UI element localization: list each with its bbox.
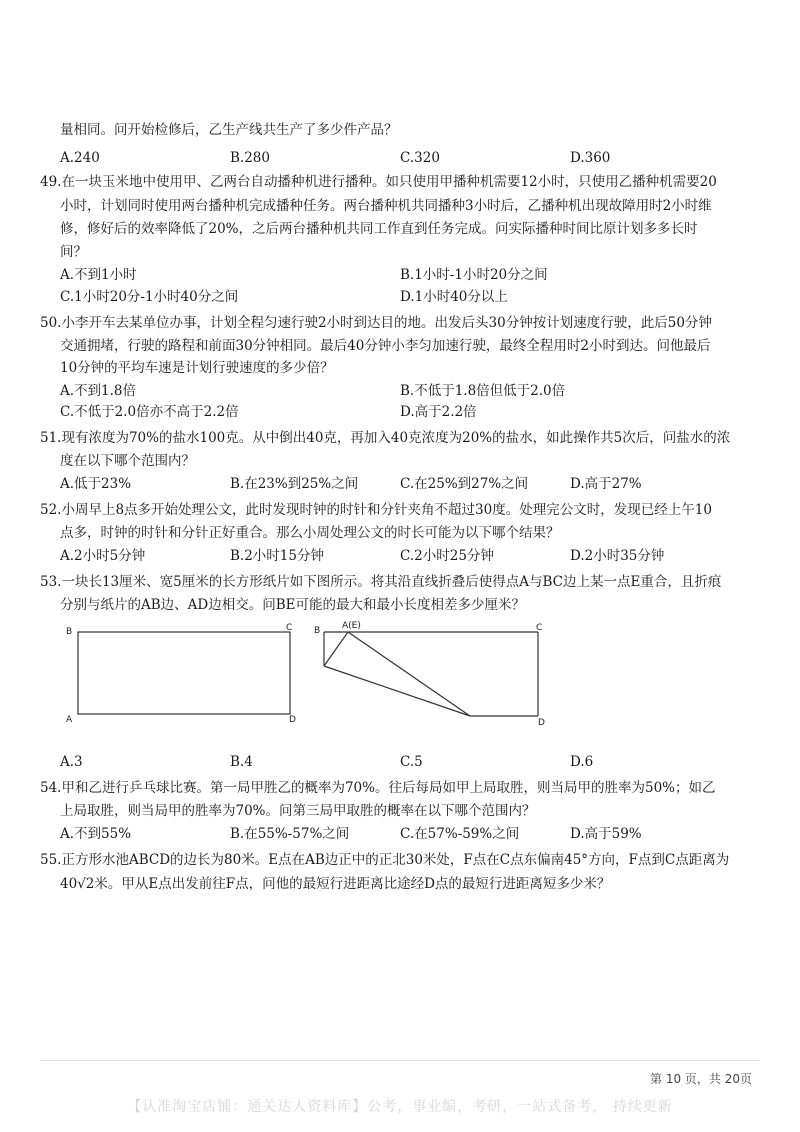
q52-line-2: 点多，时钟的时针和分针正好重合。那么小周处理公文的时长可能为以下哪个结果？ (60, 525, 560, 541)
q49-option-a: A.不到1小时 (60, 267, 137, 283)
q51-line-1: 51.现有浓度为70%的盐水100克。从中倒出40克，再加入40克浓度为20%的盐水，如此操作共5次后，问盐水的浓 (40, 430, 731, 446)
q50-option-c: C.不低于2.0倍亦不高于2.2倍 (60, 404, 239, 420)
q53-option-c: C.5 (400, 754, 423, 770)
q50-option-b: B.不低于1.8倍但低于2.0倍 (400, 383, 566, 399)
q49-line-4: 间？ (60, 244, 87, 260)
q52-line-1: 52.小周早上8点多开始处理公文，此时发现时钟的时针和分针夹角不超过30度。处理完公文时，发现已经上午10 (40, 502, 712, 518)
q53-line-2: 分别与纸片的AB边、AD边相交。问BE可能的最大和最小长度相差多少厘米？ (60, 597, 526, 613)
q48-text: 量相同。问开始检修后，乙生产线共生产了多少件产品？ (60, 122, 398, 138)
q52-option-b: B.2小时15分钟 (230, 548, 324, 564)
flap-edge-1 (324, 632, 348, 666)
q50-option-a: A.不到1.8倍 (60, 383, 137, 399)
q53-option-d: D.6 (570, 754, 594, 770)
q53-line-1: 53.一块长13厘米、宽5厘米的长方形纸片如下图所示。将其沿直线折叠后使得点A与BC边上某一点E重合，且折痕 (40, 574, 722, 590)
q53-figure-folded (310, 618, 560, 730)
q55-line-2-rest: 米。甲从E点出发前往F点，问他的最短行进距离比途经D点的最短行进距离短多少米？ (94, 876, 611, 892)
label-a: A (66, 715, 73, 725)
label-c: C (536, 623, 543, 633)
q55-distance-number: 40 (60, 876, 78, 892)
q49-line-2: 小时，计划同时使用两台播种机完成播种任务。两台播种机共同播种3小时后，乙播种机出现故障用时2小时维 (60, 198, 712, 214)
q53-option-b: B.4 (230, 754, 253, 770)
q48-option-b: B.280 (230, 150, 270, 166)
footer-divider (40, 1060, 760, 1061)
rectangle-outline (78, 632, 290, 714)
label-b: B (314, 626, 321, 636)
q55-angle: 45° (564, 852, 589, 868)
q51-option-c: C.在25%到27%之间 (400, 476, 529, 492)
q51-option-a: A.低于23% (60, 476, 132, 492)
q49-option-b: B.1小时-1小时20分之间 (400, 267, 548, 283)
q55-line-1-end: 方向，F点到C点距离为 (588, 852, 730, 868)
q49-option-d: D.1小时40分以上 (400, 289, 508, 305)
q50-line-1: 50.小李开车去某单位办事，计划全程匀速行驶2小时到达目的地。出发后头30分钟按计划速度行驶，此后50分钟 (40, 315, 712, 331)
q49-line-3: 修，修好后的效率降低了20%，之后两台播种机共同工作直到任务完成。问实际播种时间比原计划多多长时 (60, 221, 698, 237)
q52-option-c: C.2小时25分钟 (400, 548, 494, 564)
crease-line (324, 666, 470, 716)
label-d: D (538, 718, 545, 728)
q54-option-c: C.在57%-59%之间 (400, 826, 520, 842)
q53-option-a: A.3 (60, 754, 83, 770)
q55-sqrt: √2 (77, 876, 95, 892)
q50-option-d: D.高于2.2倍 (400, 404, 477, 420)
q52-option-d: D.2小时35分钟 (570, 548, 665, 564)
q54-line-2: 上局取胜，则当局甲的胜率为70%。问第三局甲取胜的概率在以下哪个范围内？ (60, 803, 536, 819)
q52-option-a: A.2小时5分钟 (60, 548, 146, 564)
flap-edge-2 (348, 632, 470, 716)
label-a-e: A(E) (342, 621, 361, 631)
page-number: 第 10 页，共 20页 (650, 1072, 752, 1086)
q54-option-b: B.在55%-57%之间 (230, 826, 350, 842)
q55-line-1 (40, 850, 729, 870)
q50-line-2: 交通拥堵，行驶的路程和前面30分钟相同。最后40分钟小李匀加速行驶，最终全程用时2小时到达。问他最后 (60, 338, 711, 354)
q51-line-2: 度在以下哪个范围内？ (60, 453, 195, 469)
q49-option-c: C.1小时20分-1小时40分之间 (60, 289, 239, 305)
q49-line-1: 49.在一块玉米地中使用甲、乙两台自动播种机进行播种。如只使用甲播种机需要12小时，只使用乙播种机需要20 (40, 174, 717, 190)
q48-option-a: A.240 (60, 150, 100, 166)
label-c: C (286, 623, 293, 633)
q51-option-b: B.在23%到25%之间 (230, 476, 359, 492)
q54-option-a: A.不到55% (60, 826, 132, 842)
label-d: D (289, 715, 296, 725)
q55-line-2 (60, 874, 610, 894)
label-b: B (66, 627, 73, 637)
q48-option-c: C.320 (400, 150, 440, 166)
q54-line-1: 54.甲和乙进行乒乓球比赛。第一局甲胜乙的概率为70%。往后每局如甲上局取胜，则当局甲的胜率为50%；如乙 (40, 780, 716, 796)
q51-option-d: D.高于27% (570, 476, 642, 492)
q54-option-d: D.高于59% (570, 826, 642, 842)
watermark-text: 【认准淘宝店铺：通关达人资料库】公考，事业编，考研，一站式备考， 持续更新 (127, 1099, 673, 1115)
q48-option-d: D.360 (570, 150, 611, 166)
q50-line-3: 10分钟的平均车速是计划行驶速度的多少倍？ (60, 360, 334, 376)
q55-line-1-start: 55.正方形水池ABCD的边长为80米。E点在AB边正中的正北30米处，F点在C点东偏南 (40, 852, 565, 868)
q53-figure-rectangle (60, 620, 310, 730)
